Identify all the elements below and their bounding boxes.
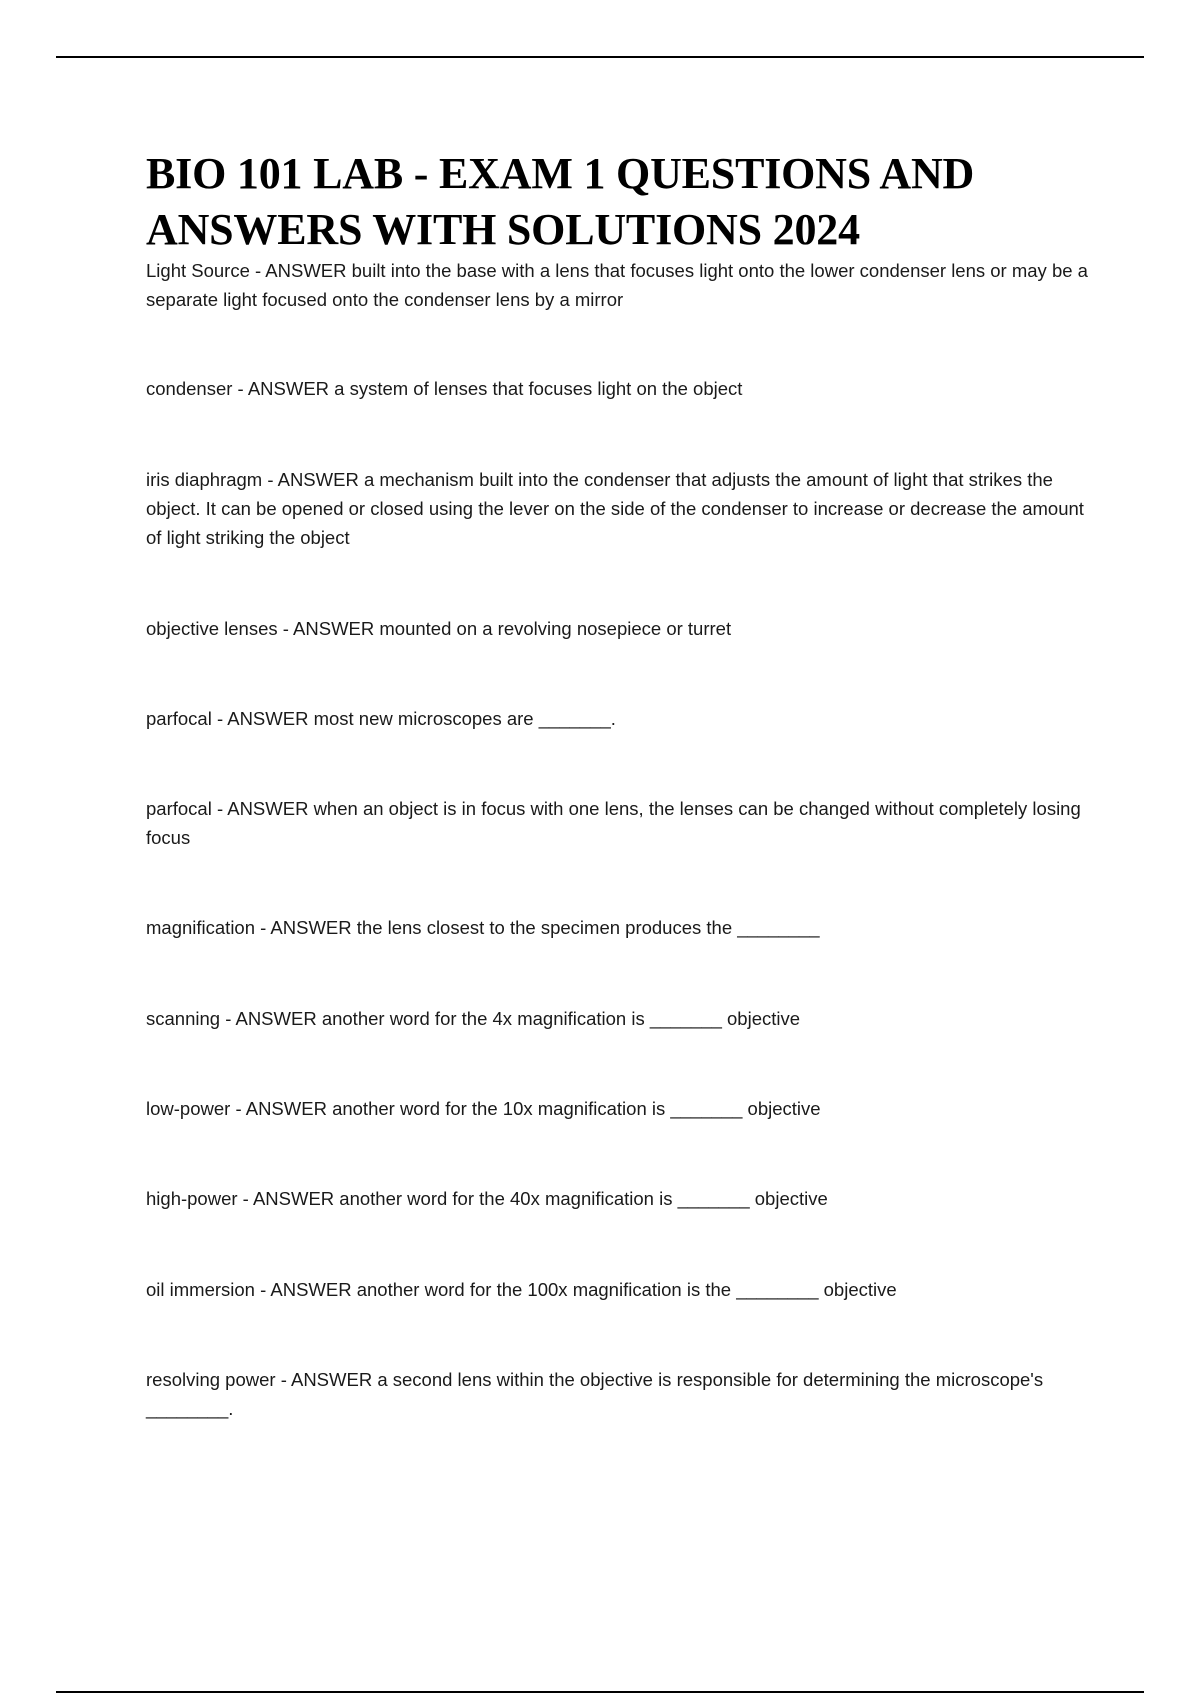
qa-item-oil-immersion: oil immersion - ANSWER another word for the 100x magnification is the ________ objective <box>146 1279 897 1300</box>
top-divider <box>56 56 1144 58</box>
qa-item-parfocal-2: parfocal - ANSWER when an object is in focus with one lens, the lenses can be changed without completely losing focus <box>146 798 1081 848</box>
qa-item-objective-lenses: objective lenses - ANSWER mounted on a revolving nosepiece or turret <box>146 618 732 639</box>
bottom-divider <box>56 1691 1144 1693</box>
qa-item-high-power: high-power - ANSWER another word for the 40x magnification is _______ objective <box>146 1188 828 1209</box>
qa-item-magnification: magnification - ANSWER the lens closest to the specimen produces the ________ <box>146 917 820 938</box>
qa-item-resolving-power: resolving power - ANSWER a second lens within the objective is responsible for determining the microscope's ________. <box>146 1369 1044 1419</box>
qa-item-parfocal-1: parfocal - ANSWER most new microscopes are _______. <box>146 708 616 729</box>
qa-item-scanning: scanning - ANSWER another word for the 4x magnification is _______ objective <box>146 1008 801 1029</box>
qa-item-low-power: low-power - ANSWER another word for the 10x magnification is _______ objective <box>146 1098 821 1119</box>
qa-item-condenser: condenser - ANSWER a system of lenses that focuses light on the object <box>146 378 743 399</box>
qa-item-iris-diaphragm: iris diaphragm - ANSWER a mechanism built into the condenser that adjusts the amount of light that strikes the object. It can be opened or closed using the lever on the side of the condenser to increase or decrease the amount of light striking the object <box>146 469 1084 548</box>
document-title: BIO 101 LAB - EXAM 1 QUESTIONS AND ANSWERS WITH SOLUTIONS 2024 <box>146 149 975 254</box>
qa-item-light-source: Light Source - ANSWER built into the base with a lens that focuses light onto the lower condenser lens or may be a separate light focused onto the condenser lens by a mirror <box>146 260 1088 310</box>
